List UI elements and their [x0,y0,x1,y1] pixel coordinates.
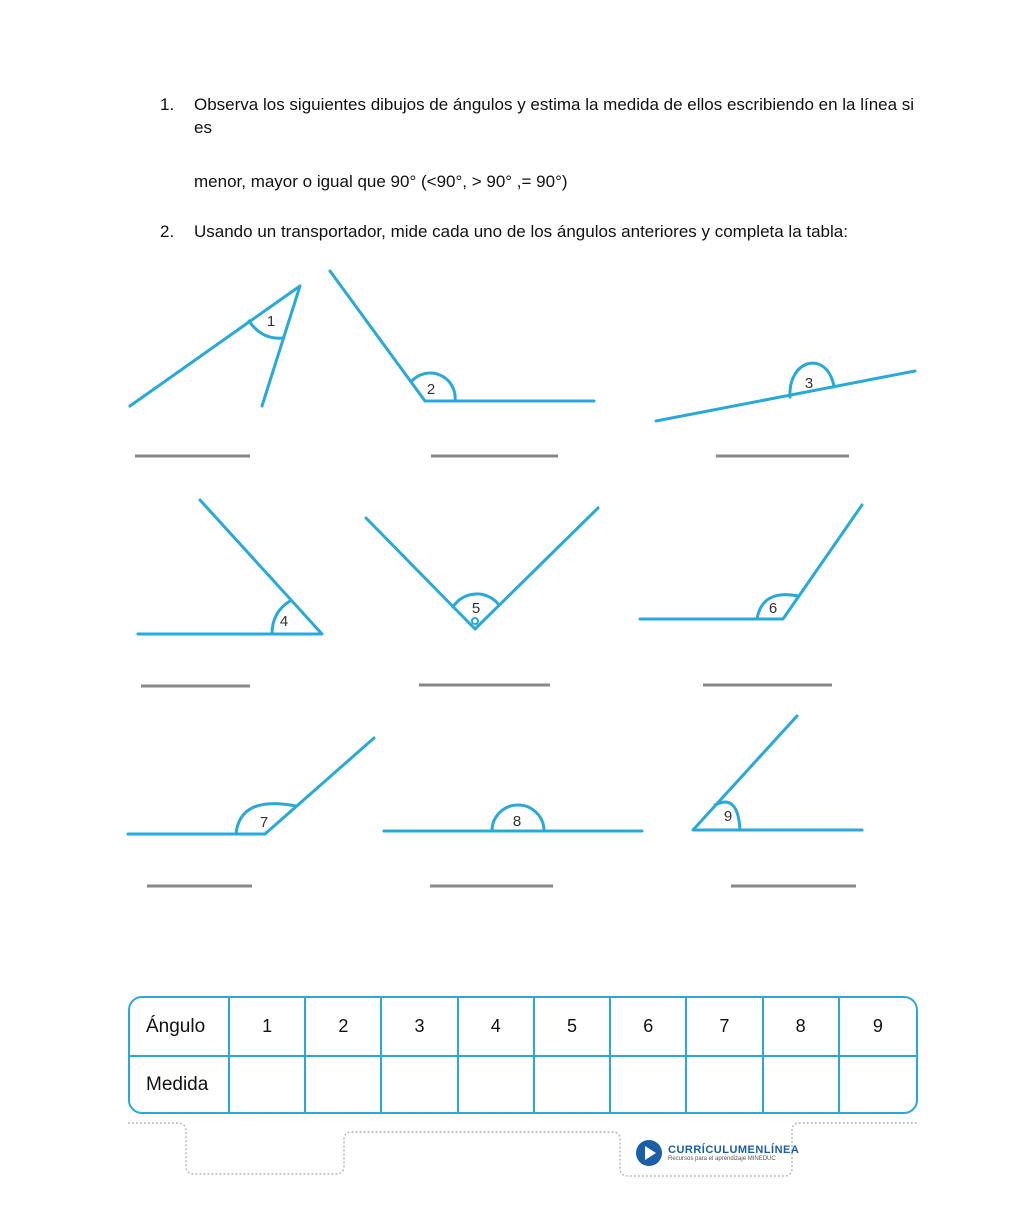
measurement-table [128,996,918,1114]
curriculumenlinea-logo [636,1140,799,1166]
angle-label: 2 [426,381,436,398]
angle-number-cell: 4 [459,998,535,1057]
measure-cell[interactable] [687,1057,763,1112]
measure-row [130,1057,916,1112]
angle-label: 5 [471,600,481,617]
measure-cell[interactable] [840,1057,916,1112]
angle-number-cell: 2 [306,998,382,1057]
measure-cell[interactable] [459,1057,535,1112]
angle-number-cell: 6 [611,998,687,1057]
angle-label: 3 [804,375,814,392]
angle-number-cell: 3 [382,998,458,1057]
angle-label: 9 [723,808,733,825]
angle-label: 7 [259,814,269,831]
measure-header: Medida [130,1057,230,1112]
angle-6-drawing [640,505,862,619]
angle-5-drawing [366,508,598,629]
logo-title: CURRÍCULUMENLÍNEA [668,1144,800,1156]
angle-2-drawing [330,271,594,401]
footer-decoration [128,1123,918,1176]
angle-header: Ángulo [130,998,230,1057]
measure-cell[interactable] [611,1057,687,1112]
angle-4-drawing [138,500,322,634]
instruction-number: 1. [160,95,175,114]
angle-label: 1 [266,313,276,330]
angle-number-cell: 7 [687,998,763,1057]
angle-label: 8 [512,813,522,830]
measure-cell[interactable] [535,1057,611,1112]
angle-label: 4 [279,613,289,630]
angle-number-cell: 5 [535,998,611,1057]
angle-9-drawing [693,716,862,830]
measure-cell[interactable] [764,1057,840,1112]
angle-row [130,998,916,1057]
angle-number-cell: 1 [230,998,306,1057]
angle-3-drawing [656,363,915,421]
measure-cell[interactable] [382,1057,458,1112]
angle-7-drawing [128,738,374,834]
angle-number-cell: 8 [764,998,840,1057]
play-circle-icon [636,1140,662,1166]
instruction-text: Usando un transportador, mide cada uno de los ángulos anteriores y completa la tabla: [194,222,848,241]
instruction-text: Observa los siguientes dibujos de ángulos y estima la medida de ellos escribiendo en la línea si es [194,95,915,137]
angle-number-cell: 9 [840,998,916,1057]
measure-cell[interactable] [306,1057,382,1112]
instruction-text: menor, mayor o igual que 90° (<90°, > 90° ,= 90°) [194,172,568,191]
right-angle-marker [472,618,478,624]
angle-1-drawing [130,286,300,406]
angle-label: 6 [768,600,778,617]
instruction-number: 2. [160,222,175,241]
logo-subtitle: Recursos para el aprendizaje MINEDUC [668,1156,776,1162]
measure-cell[interactable] [230,1057,306,1112]
